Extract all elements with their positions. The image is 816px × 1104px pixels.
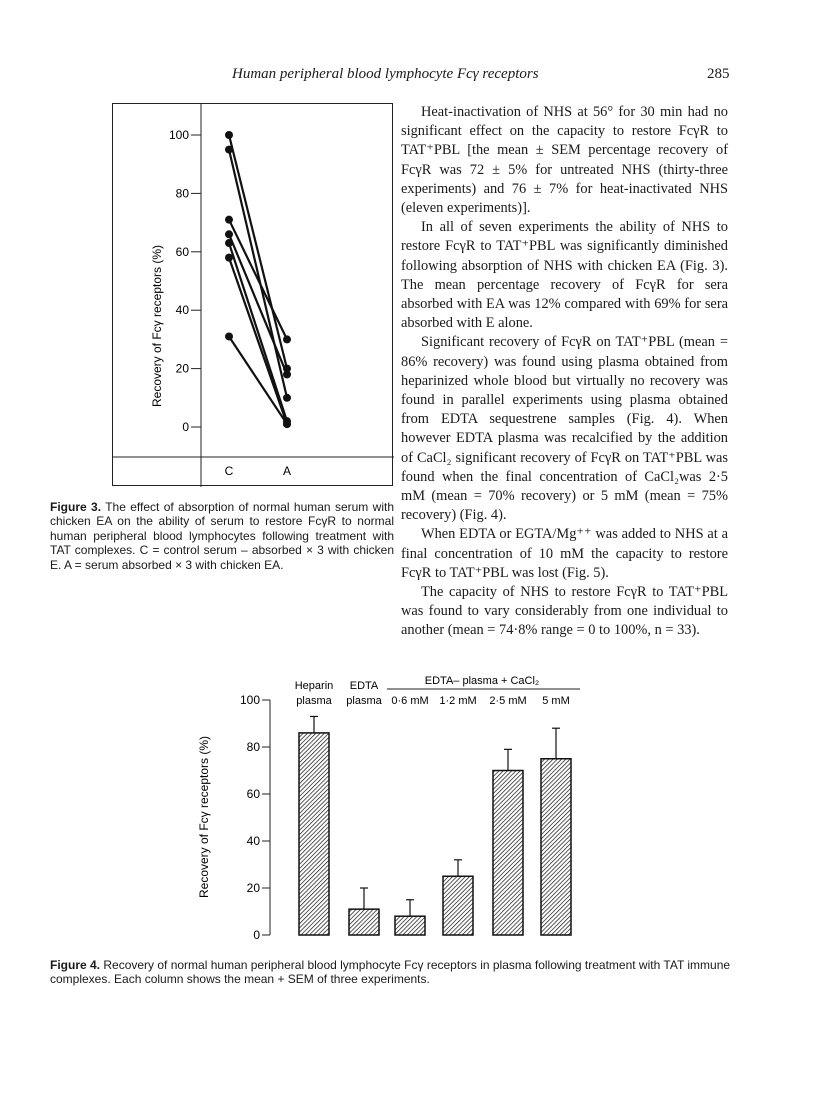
figure-4-caption: [50, 958, 740, 987]
figure-4-y-tick-label: 80: [246, 740, 260, 754]
page-header: [0, 66, 816, 86]
figure-4-category-label: plasma: [346, 695, 382, 707]
figure-4-y-tick-label: 40: [246, 834, 260, 848]
figure-3-point: [283, 335, 291, 343]
figure-3-series-exp3: [225, 216, 291, 344]
figure-3-point: [225, 239, 233, 247]
figure-4-category-label: 0·6 mM: [391, 695, 429, 707]
figure-3-point: [283, 370, 291, 378]
figure-4-y-tick-label: 20: [246, 881, 260, 895]
figure-3-y-label: Recovery of Fcγ receptors (%): [150, 244, 164, 408]
figure-4-bar: [541, 759, 571, 935]
figure-3-y-tick-label: 80: [175, 186, 189, 201]
figure-4-y-tick-label: 60: [246, 787, 260, 801]
figure-3-caption: [50, 500, 394, 572]
figure-4-category-label: 1·2 mM: [439, 695, 477, 707]
figure-3-point: [225, 254, 233, 262]
figure-3-y-tick-label: 0: [182, 420, 189, 434]
figure-4-chart: [190, 672, 590, 944]
figure-3-series-exp1: [225, 131, 291, 373]
figure-3-point: [225, 216, 233, 224]
figure-4-bar-group: [349, 888, 379, 935]
paragraph-3: Significant recovery of FcγR on TAT⁺PBL (mean = 86% recovery) was found using plasma obtained from heparinized whole blood but virtually no recovery was found in parallel experiments using plasma obtained from EDTA sequestrene samples (Fig. 4). When however EDTA plasma was recalcified by the addition of CaCl₂ significant recovery of FcγR on TAT⁺PBL was found when the final concentration of CaCl₂was 2·5 mM (mean = 70% recovery) or 5 mM (mean = 75% recovery) (Fig. 4).: [401, 334, 728, 524]
figure-3-point: [283, 394, 291, 402]
figure-4-bar-group: [443, 860, 473, 935]
figure-3-pair-line: [229, 150, 287, 398]
figure-4-bar: [395, 916, 425, 935]
figure-3-point: [283, 420, 291, 428]
figure-3-y-tick-label: 100: [168, 128, 189, 142]
figure-4-category-label: 5 mM: [542, 695, 570, 707]
figure-3: [112, 103, 393, 486]
figure-4-category-label: EDTA: [349, 680, 379, 692]
figure-3-series-exp5: [225, 239, 291, 425]
figure-3-point: [225, 146, 233, 154]
figure-4-bar: [443, 876, 473, 935]
figure-4-y-tick-label: 0: [253, 928, 260, 942]
figure-3-y-tick-label: 40: [175, 303, 189, 318]
figure-3-category-label: C: [224, 464, 234, 478]
running-title: Human peripheral blood lymphocyte Fcγ receptors: [232, 66, 539, 82]
figure-3-category-label: A: [282, 464, 292, 478]
figure-4-bar: [349, 909, 379, 935]
figure-4-bar: [299, 733, 329, 935]
page-number: 285: [707, 66, 730, 82]
body-text: [401, 103, 728, 641]
figure-4-caption-text: Recovery of normal human peripheral blood lymphocyte Fcγ receptors in plasma following treatment with TAT immune complexes. Each column shows the mean + SEM of three experiments.: [50, 958, 731, 987]
figure-4: [190, 672, 590, 944]
figure-4-bar-group: [395, 900, 425, 935]
figure-3-y-tick-label: 20: [175, 361, 189, 376]
figure-3-chart: [113, 104, 394, 487]
figure-3-caption-text: The effect of absorption of normal human serum with chicken EA on the ability of serum to restore FcγR to normal human peripheral blood lymphocytes following treatment with TAT complexes. C = control serum – absorbed × 3 with chicken E. A = serum absorbed × 3 with chicken EA.: [50, 500, 394, 572]
figure-3-point: [225, 230, 233, 238]
figure-4-y-tick-label: 100: [239, 693, 260, 707]
figure-4-bar-group: [299, 716, 329, 935]
figure-4-bar-group: [493, 749, 523, 935]
figure-4-category-label: Heparin: [294, 680, 334, 692]
paragraph-2: In all of seven experiments the ability of NHS to restore FcγR to TAT⁺PBL was significantly diminished following absorption of NHS with chicken EA (Fig. 3). The mean percentage recovery of FcγR for sera absorbed with EA was 12% compared with 69% for sera absorbed with E alone.: [401, 219, 728, 332]
figure-3-point: [225, 332, 233, 340]
paragraph-4: When EDTA or EGTA/Mg⁺⁺ was added to NHS at a final concentration of 10 mM the capacity to restore FcγR to TAT⁺PBL was lost (Fig. 5).: [401, 526, 728, 581]
paragraph-1: Heat-inactivation of NHS at 56° for 30 min had no significant effect on the capacity to restore FcγR to TAT⁺PBL [the mean ± SEM percentage recovery of FcγR was 72 ± 5% for untreated NHS (thirty-three experiments) and 76 ± 7% for heat-inactivated NHS (eleven experiments)].: [401, 104, 728, 217]
figure-3-pair-line: [229, 336, 287, 424]
figure-4-caption-label: Figure 4.: [50, 958, 101, 972]
figure-3-point: [225, 131, 233, 139]
figure-4-category-label: plasma: [296, 695, 332, 707]
figure-4-category-label: 2·5 mM: [489, 695, 527, 707]
paragraph-5: The capacity of NHS to restore FcγR to TAT⁺PBL was found to vary considerably from one individual to another (mean = 74·8% range = 0 to 100%, n = 33).: [401, 584, 728, 639]
figure-4-group-label: EDTA– plasma + CaCl₂: [424, 675, 540, 687]
figure-4-bar-group: [541, 728, 571, 935]
figure-3-caption-label: Figure 3.: [50, 500, 102, 514]
figure-3-y-tick-label: 60: [175, 244, 189, 259]
figure-4-y-label: Recovery of Fcγ receptors (%): [197, 735, 211, 899]
figure-4-bar: [493, 771, 523, 936]
figure-3-pair-line: [229, 258, 287, 424]
